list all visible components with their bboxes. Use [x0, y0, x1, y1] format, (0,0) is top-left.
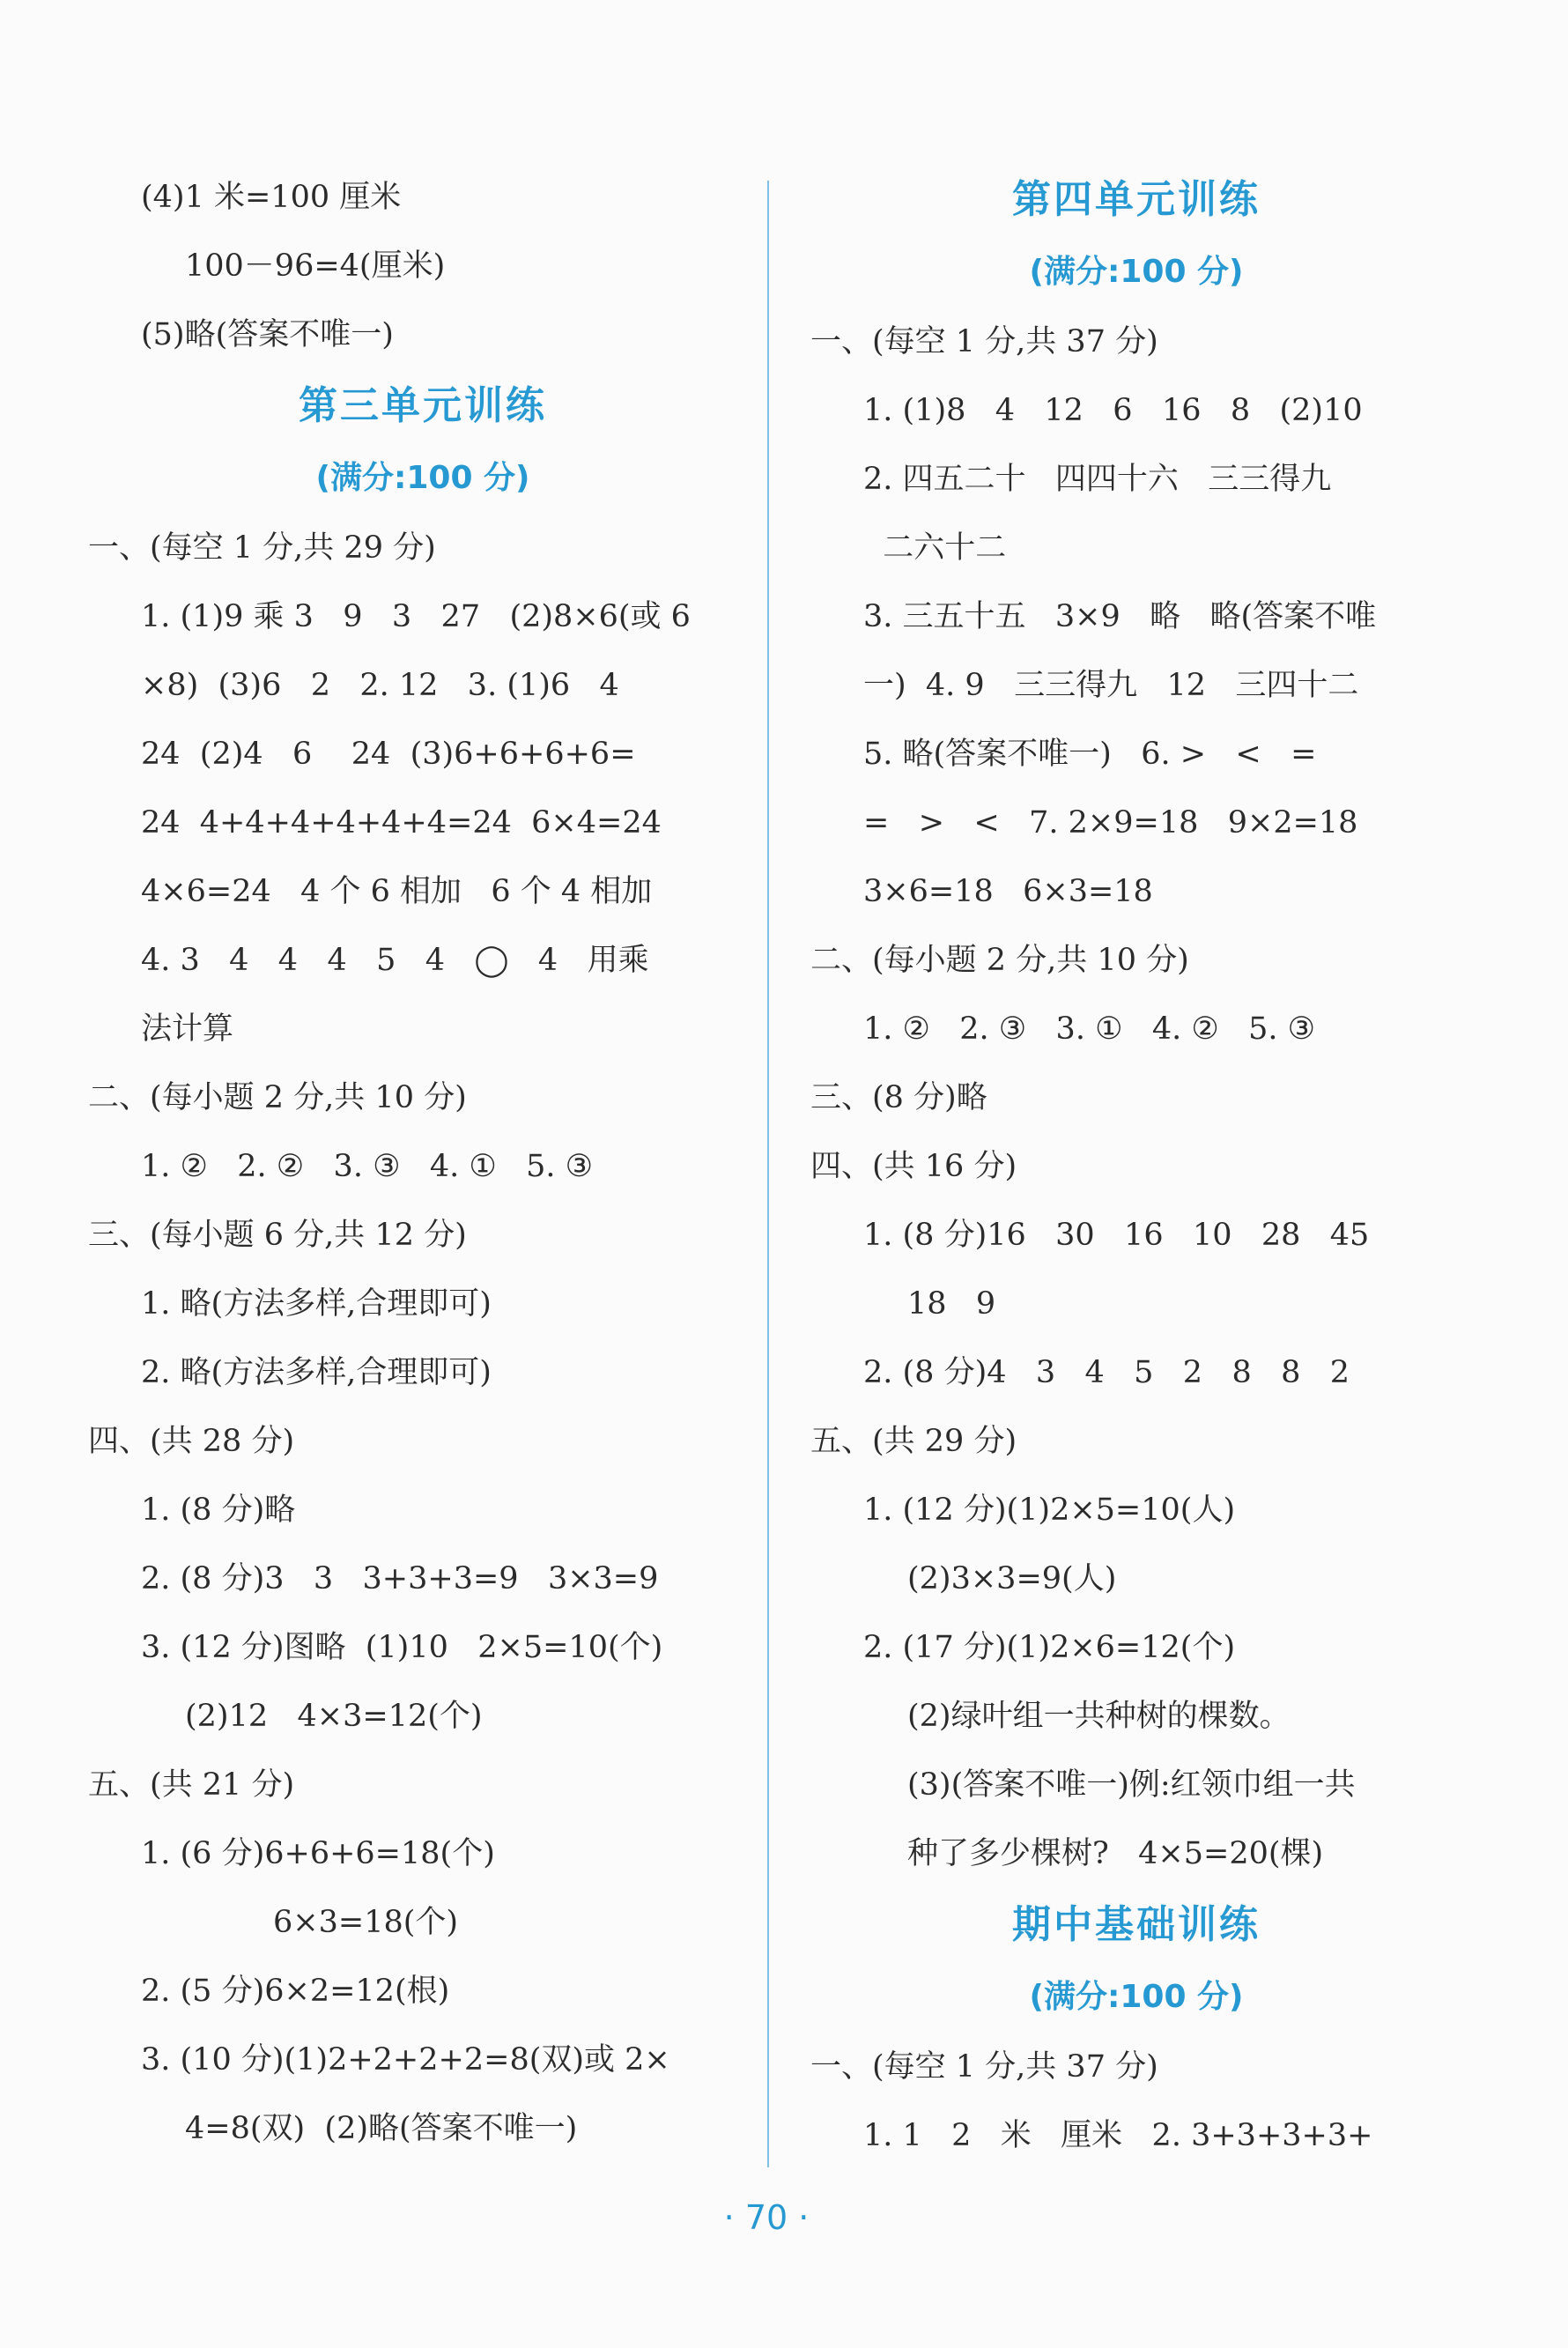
- answer-line: 二、(每小题 2 分,共 10 分): [810, 943, 1189, 978]
- answer-line: 1. 1 2 米 厘米 2. 3+3+3+3+: [863, 2118, 1373, 2153]
- answer-line: 18 9: [907, 1286, 996, 1322]
- answer-line: 3. (10 分)(1)2+2+2+2=8(双)或 2×: [141, 2042, 670, 2078]
- answer-line: (2)绿叶组一共种树的棵数。: [907, 1699, 1291, 1734]
- answer-line: 100－96=4(厘米): [185, 248, 446, 284]
- answer-line: 4×6=24 4 个 6 相加 6 个 4 相加: [141, 874, 653, 909]
- answer-line: 五、(共 29 分): [810, 1424, 1017, 1459]
- answer-line: (3)(答案不唯一)例:红领巾组一共: [907, 1767, 1356, 1803]
- answer-line: 3×6=18 6×3=18: [863, 874, 1153, 909]
- answer-line: 2. 略(方法多样,合理即可): [141, 1355, 492, 1390]
- answer-line: (2)12 4×3=12(个): [185, 1699, 483, 1734]
- answer-line: 五、(共 21 分): [88, 1767, 295, 1803]
- answer-line: 二六十二: [863, 530, 1007, 566]
- answer-line: = > < 7. 2×9=18 9×2=18: [863, 805, 1358, 841]
- answer-line: 2. 四五二十 四四十六 三三得九: [863, 462, 1332, 497]
- answer-line: 3. 三五十五 3×9 略 略(答案不唯: [863, 599, 1377, 634]
- answer-line: 一、(每空 1 分,共 29 分): [88, 530, 436, 566]
- answer-line: 3. (12 分)图略 (1)10 2×5=10(个): [141, 1630, 663, 1665]
- answer-line: 三、(每小题 6 分,共 12 分): [88, 1218, 467, 1253]
- page-number: · 70 ·: [723, 2198, 810, 2237]
- answer-line: 四、(共 16 分): [810, 1149, 1017, 1184]
- answer-line: 1. (8 分)16 30 16 10 28 45: [863, 1218, 1370, 1253]
- answer-line: 一、(每空 1 分,共 37 分): [810, 324, 1158, 359]
- answer-line: 1. (1)9 乘 3 9 3 27 (2)8×6(或 6: [141, 599, 691, 634]
- answer-line: (4)1 米=100 厘米: [141, 180, 402, 215]
- answer-line: 法计算: [141, 1011, 234, 1047]
- answer-line: 24 4+4+4+4+4+4=24 6×4=24: [141, 805, 662, 841]
- answer-line: (2)3×3=9(人): [907, 1561, 1117, 1596]
- section-subtitle: (满分:100 分): [315, 460, 530, 496]
- answer-line: 6×3=18(个): [273, 1905, 459, 1940]
- section-subtitle: (满分:100 分): [1029, 1979, 1244, 2015]
- answer-line: 一、(每空 1 分,共 37 分): [810, 2049, 1158, 2085]
- answer-line: 1. ② 2. ③ 3. ① 4. ② 5. ③: [863, 1011, 1315, 1047]
- answer-line: 1. (8 分)略: [141, 1492, 296, 1528]
- section-subtitle: (满分:100 分): [1029, 254, 1244, 290]
- answer-line: 2. (8 分)3 3 3+3+3=9 3×3=9: [141, 1561, 659, 1596]
- answer-line: 2. (8 分)4 3 4 5 2 8 8 2: [863, 1355, 1350, 1390]
- answer-line: 四、(共 28 分): [88, 1424, 295, 1459]
- answer-line: 24 (2)4 6 24 (3)6+6+6+6=: [141, 737, 636, 772]
- answer-line: 1. (1)8 4 12 6 16 8 (2)10: [863, 393, 1363, 428]
- answer-line: 5. 略(答案不唯一) 6. > < =: [863, 737, 1317, 772]
- column-divider: [767, 181, 769, 2167]
- left-column: [88, 163, 758, 2163]
- answer-line: 4. 3 4 4 4 5 4 ◯ 4 用乘: [141, 943, 649, 978]
- answer-line: 2. (17 分)(1)2×6=12(个): [863, 1630, 1236, 1665]
- answer-line: 1. 略(方法多样,合理即可): [141, 1286, 492, 1322]
- answer-line: 二、(每小题 2 分,共 10 分): [88, 1080, 467, 1115]
- answer-line: 1. (6 分)6+6+6=18(个): [141, 1836, 495, 1871]
- answer-line: ×8) (3)6 2 2. 12 3. (1)6 4: [141, 668, 619, 703]
- section-title: 期中基础训练: [1012, 1902, 1261, 1947]
- answer-line: (5)略(答案不唯一): [141, 317, 394, 352]
- answer-line: 2. (5 分)6×2=12(根): [141, 1974, 450, 2009]
- section-title: 第四单元训练: [1012, 177, 1261, 222]
- answer-line: 三、(8 分)略: [810, 1080, 987, 1115]
- answer-line: 1. ② 2. ② 3. ③ 4. ① 5. ③: [141, 1149, 593, 1184]
- answer-line: 4=8(双) (2)略(答案不唯一): [185, 2111, 578, 2146]
- answer-line: 一) 4. 9 三三得九 12 三四十二: [863, 668, 1359, 703]
- answer-line: 种了多少棵树? 4×5=20(棵): [907, 1836, 1324, 1871]
- section-title: 第三单元训练: [299, 383, 547, 428]
- right-column: [810, 163, 1462, 2170]
- answer-line: 1. (12 分)(1)2×5=10(人): [863, 1492, 1236, 1528]
